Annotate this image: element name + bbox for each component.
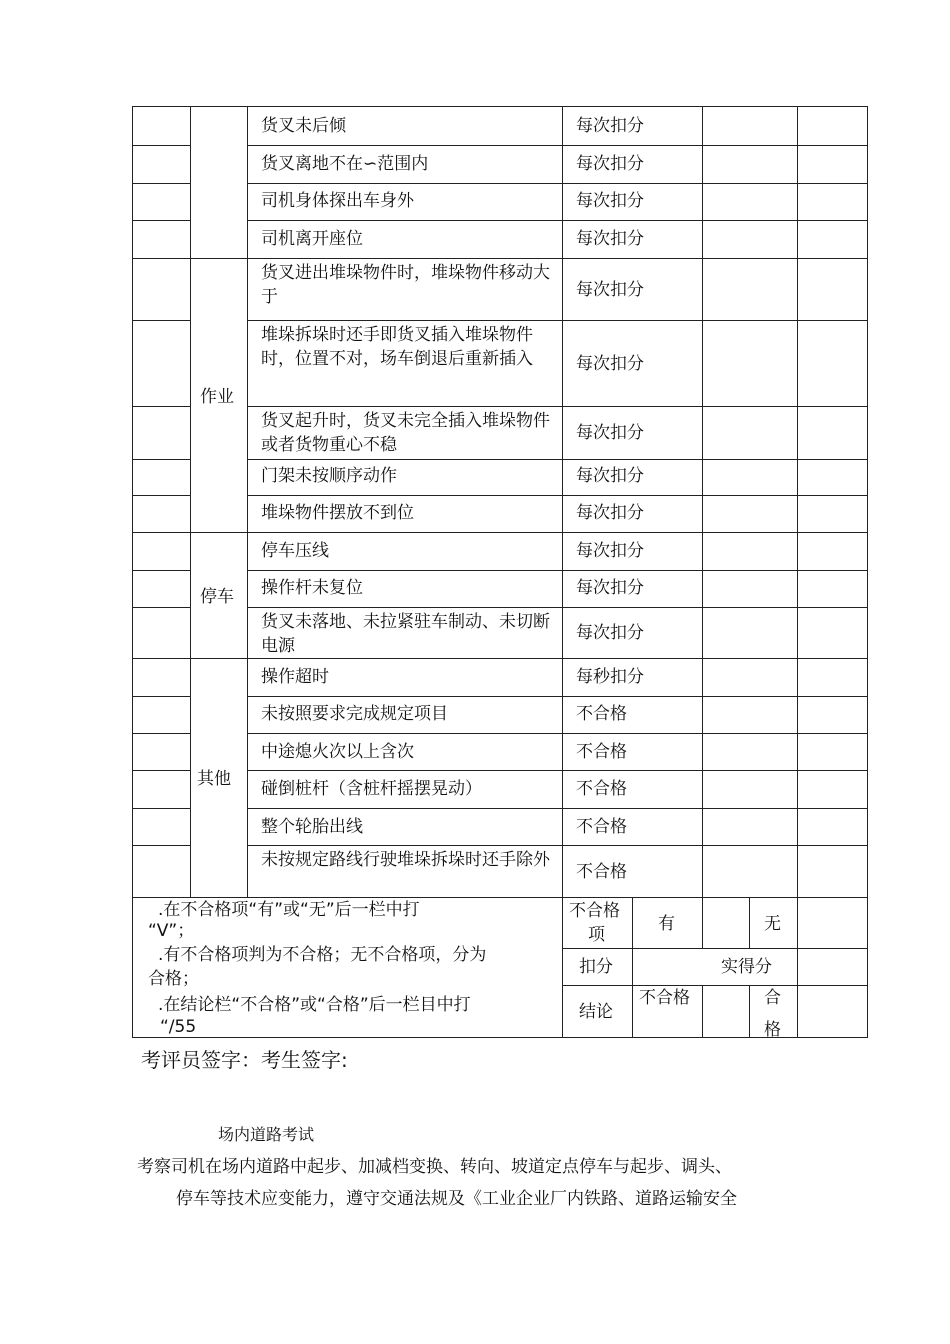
table-row-item: 停车压线	[261, 541, 329, 561]
conclusion-pass: 合	[764, 988, 781, 1008]
fail-item-yes: 有	[658, 914, 675, 934]
fail-item-no: 无	[764, 914, 781, 934]
signature-line: 考评员签字：考生签字:	[141, 1048, 348, 1072]
table-row-item: 未按照要求完成规定项目	[261, 704, 448, 724]
table-row-rule: 每次扣分	[576, 154, 644, 174]
conclusion-fail: 不合格	[639, 988, 690, 1008]
table-row-rule: 不合格	[576, 862, 627, 882]
table-row-rule: 每次扣分	[576, 191, 644, 211]
table-row-rule: 每次扣分	[576, 116, 644, 136]
table-row-item: 货叉进出堆垛物件时，堆垛物件移动大于	[261, 263, 550, 307]
category-label-park: 停车	[200, 587, 234, 607]
table-row-rule: 每次扣分	[576, 280, 644, 300]
table-row-item: 司机身体探出车身外	[261, 191, 414, 211]
note-line: .在结论栏“不合格”或“合格”后一栏目中打	[158, 995, 471, 1015]
table-row-rule: 每次扣分	[576, 578, 644, 598]
note-line: .在不合格项“有”或“无”后一栏中打	[158, 900, 420, 920]
table-row-rule: 不合格	[576, 817, 627, 837]
note-line: “/55	[160, 1017, 197, 1037]
actual-score-label: 实得分	[721, 957, 772, 977]
deduct-label: 扣分	[579, 957, 613, 977]
table-row-item: 操作超时	[261, 667, 329, 687]
section-paragraph-line: 停车等技术应变能力，遵守交通法规及《工业企业厂内铁路、道路运输安全	[176, 1189, 737, 1209]
note-line: .有不合格项判为不合格；无不合格项，分为	[158, 945, 487, 965]
table-row-rule: 每次扣分	[576, 503, 644, 523]
table-row-item: 堆垛物件摆放不到位	[261, 503, 414, 523]
table-row-item: 货叉未落地、未拉紧驻车制动、未切断电源	[261, 612, 550, 656]
table-row-item: 碰倒桩杆（含桩杆摇摆晃动）	[261, 779, 482, 799]
table-row-rule: 每次扣分	[576, 466, 644, 486]
fail-item-label-2: 项	[588, 925, 605, 945]
table-row-rule: 每次扣分	[576, 229, 644, 249]
table-row-item: 司机离开座位	[261, 229, 363, 249]
table-row-rule: 每次扣分	[576, 423, 644, 443]
table-row-item: 整个轮胎出线	[261, 817, 363, 837]
table-row-rule: 每秒扣分	[576, 667, 644, 687]
table-row-item: 中途熄火次以上含次	[261, 742, 414, 762]
section-title: 场内道路考试	[218, 1125, 315, 1144]
table-row-item: 堆垛拆垛时还手即货叉插入堆垛物件时，位置不对，场车倒退后重新插入	[261, 325, 533, 369]
table-row-item: 货叉未后倾	[261, 116, 346, 136]
category-label-other: 其他	[197, 769, 231, 789]
table-row-rule: 不合格	[576, 742, 627, 762]
fail-item-label: 不合格	[569, 901, 620, 921]
table-row-item: 货叉离地不在∽范围内	[261, 154, 429, 174]
table-row-item: 操作杆未复位	[261, 578, 363, 598]
table-row-rule: 不合格	[576, 704, 627, 724]
table-row-rule: 每次扣分	[576, 354, 644, 374]
table-row-rule: 每次扣分	[576, 623, 644, 643]
section-paragraph-line: 考察司机在场内道路中起步、加减档变换、转向、坡道定点停车与起步、调头、	[137, 1157, 732, 1177]
conclusion-label: 结论	[579, 1002, 613, 1022]
table-row-item: 未按规定路线行驶堆垛拆垛时还手除外	[261, 850, 550, 870]
conclusion-pass-2: 格	[764, 1020, 781, 1040]
table-row-rule: 不合格	[576, 779, 627, 799]
note-line: “V”；	[148, 921, 195, 941]
note-line: 合格；	[148, 969, 199, 989]
table-row-item: 门架未按顺序动作	[261, 466, 397, 486]
category-label-work: 作业	[200, 387, 234, 407]
table-row-rule: 每次扣分	[576, 541, 644, 561]
table-row-item: 货叉起升时，货叉未完全插入堆垛物件或者货物重心不稳	[261, 411, 550, 455]
